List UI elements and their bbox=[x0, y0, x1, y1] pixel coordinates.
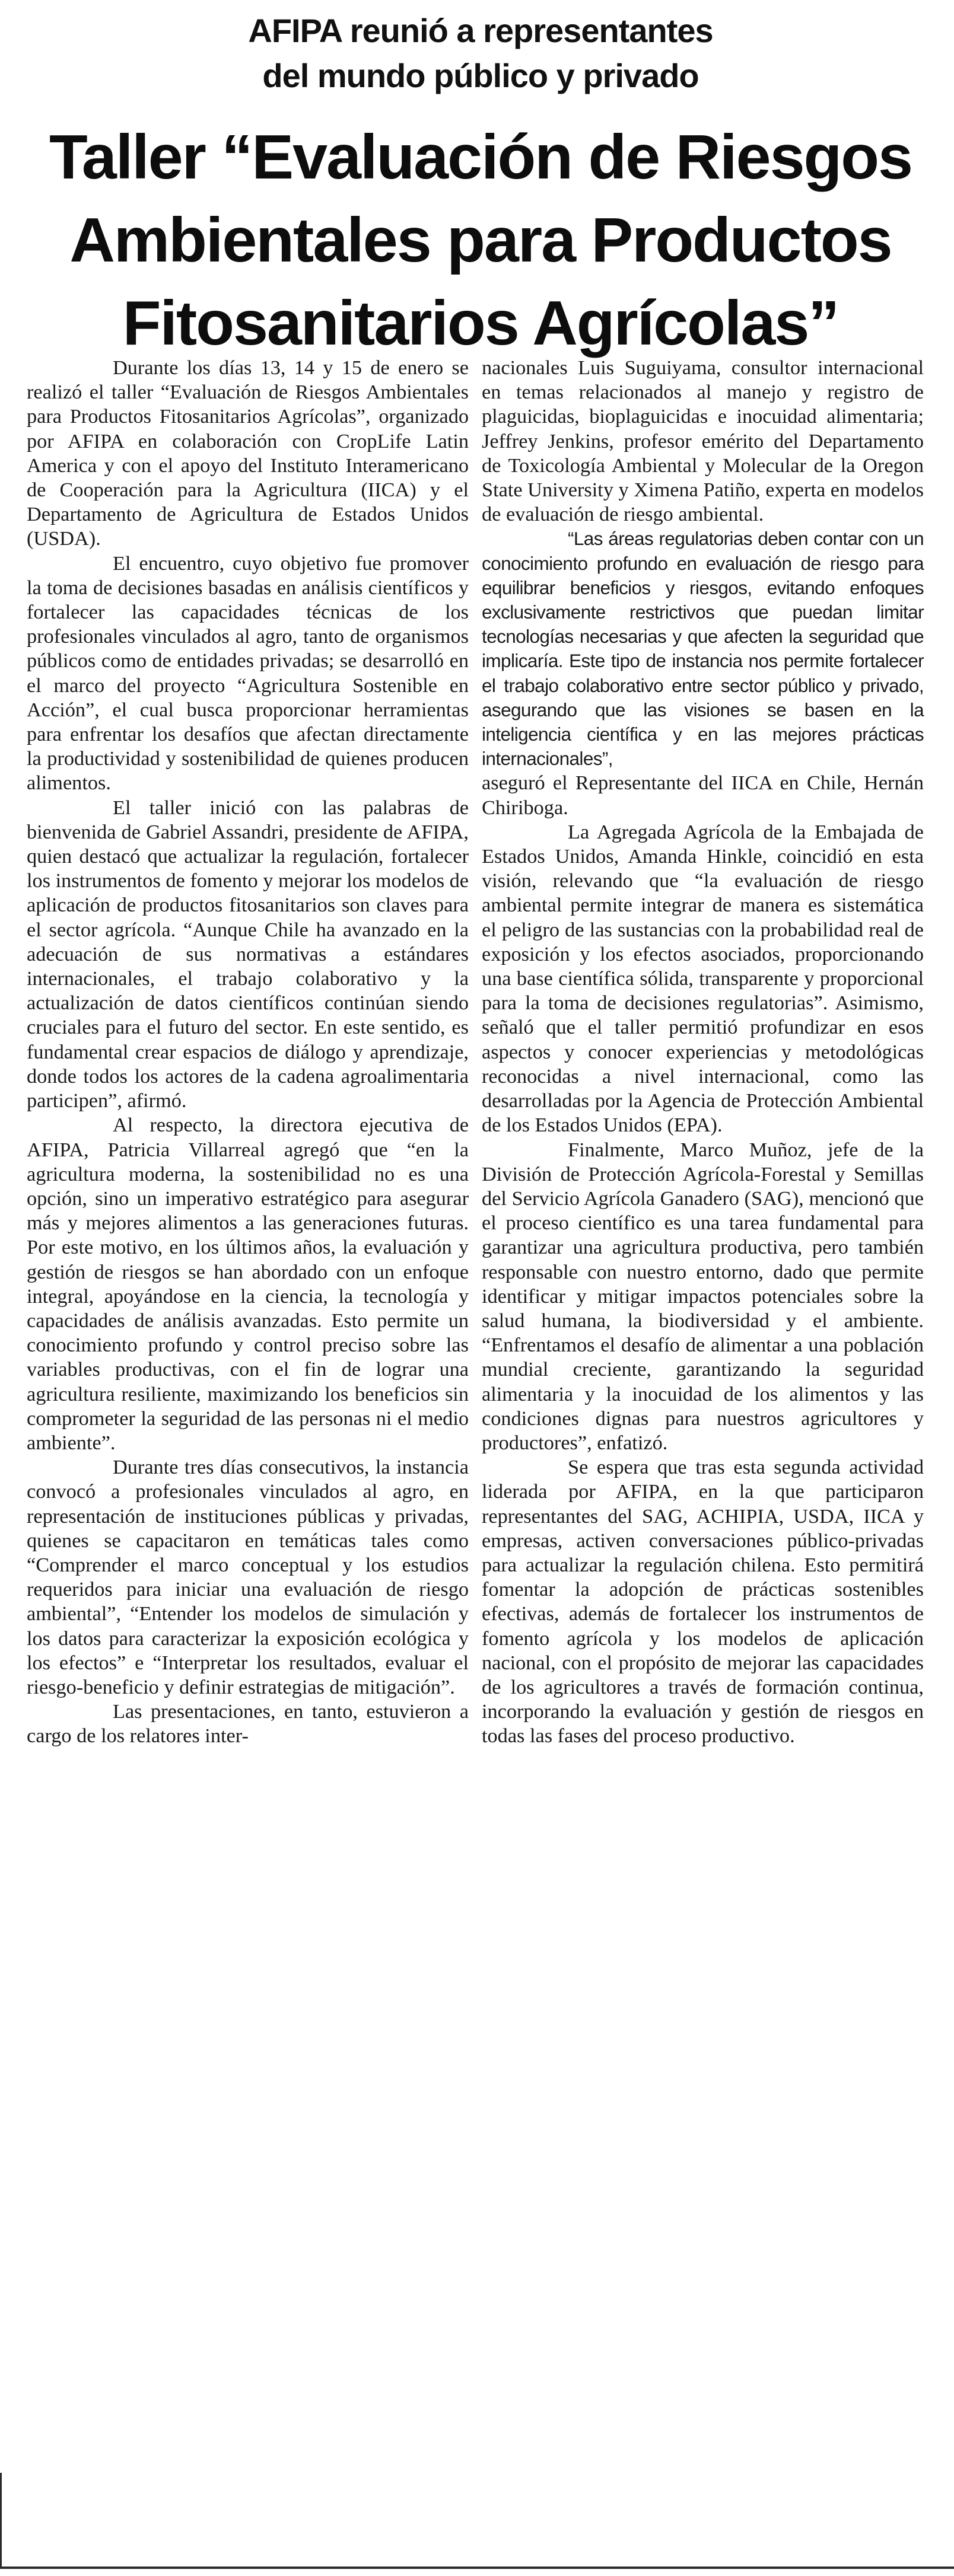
iica-quote: “Las áreas regulatorias deben contar con un conocimiento profundo en evaluación de riesgo para equilibrar beneficios y riesgos, evitando enfoques exclusivamente restrictivos que puedan limitar tecnologías necesarias y que afecten la seguridad que implicaría. Este tipo de instancia nos permite fortalecer el trabajo colaborativo entre sector público y privado, asegurando que las visiones se basen en la inteligencia científica y en las mejores prácticas internacionales”, bbox=[482, 528, 924, 770]
headline-line-1: Taller “Evaluación de Riesgos bbox=[49, 122, 912, 192]
paragraph-4: Al respecto, la directora ejecutiva de AFIPA, Patricia Villarreal agregó que “en la agricultura moderna, la sostenibilidad no es una opción, sino un imperativo estratégico para asegurar más y mejores alimentos a las generaciones futuras. Por este motivo, en los últimos años, la evaluación y gestión de riesgos se han abordado con un enfoque integral, apoyándose en la ciencia, la tecnología y capacidades de análisis avanzadas. Esto permite un conocimiento profundo y control preciso sobre las variables productivas, con el fin de lograr una agricultura resiliente, maximizando los beneficios sin comprometer la seguridad de las personas ni el medio ambiente”. bbox=[27, 1114, 469, 1454]
paragraph-9: Finalmente, Marco Muñoz, jefe de la División de Protección Agrícola-Forestal y Semillas del Servicio Agrícola Ganadero (SAG), mencionó que el proceso científico es una tarea fundamental para garantizar una agricultura productiva, pero también responsable con nuestro entorno, dado que permite identificar y mitigar impactos potenciales sobre la salud humana, la biodiversidad y el ambiente. “Enfrentamos el desafío de alimentar a una población mundial creciente, garantizando la seguridad alimentaria y la inocuidad de los alimentos y las condiciones dignas para nuestros agricultores y productores”, enfatizó. bbox=[482, 1138, 924, 1454]
paragraph-1: Durante los días 13, 14 y 15 de enero se realizó el taller “Evaluación de Riesgos Ambientales para Productos Fitosanitarios Agrícolas”, organizado por AFIPA en colaboración con CropLife Latin America y con el apoyo del Instituto Interamericano de Cooperación para la Agricultura (IICA) y el Departamento de Agricultura de Estados Unidos (USDA). bbox=[27, 356, 469, 550]
iica-quote-attribution: aseguró el Representante del IICA en Chile, Hernán Chiriboga. bbox=[482, 771, 924, 819]
bottom-border-rule bbox=[0, 2567, 954, 2569]
kicker-line-1: AFIPA reunió a representantes bbox=[248, 12, 713, 49]
paragraph-5: Durante tres días consecutivos, la instancia convocó a profesionales vinculados al agro, en representación de instituciones públicas y privadas, quienes se capacitaron en temáticas tales como “Comprender el marco conceptual y los estudios requeridos para iniciar una evaluación de riesgo ambiental”, “Entender los modelos de simulación y los datos para caracterizar la exposición ecológica y los efectos” e “Interpretar los resultados, evaluar el riesgo-beneficio y definir estrategias de mitigación”. bbox=[27, 1456, 469, 1698]
paragraph-10: Se espera que tras esta segunda actividad liderada por AFIPA, en la que participaron representantes del SAG, ACHIPIA, USDA, IICA y empresas, activen conversaciones público-privadas para actualizar la regulación chilena. Esto permitirá fomentar la adopción de prácticas sostenibles efectivas, además de fortalecer los instrumentos de fomento agrícola y los modelos de aplicación nacional, con el propósito de mejorar las capacidades de los agricultores a través de formación continua, incorporando la evaluación y gestión de riesgos en todas las fases del proceso productivo. bbox=[482, 1456, 924, 1748]
paragraph-3: El taller inició con las palabras de bienvenida de Gabriel Assandri, presidente de AFIPA, quien destacó que actualizar la regulación, fortalecer los instrumentos de fomento y mejorar los modelos de aplicación de productos fitosanitarios son claves para el sector agrícola. “Aunque Chile ha avanzado en la adecuación de sus normativas a estándares internacionales, el trabajo colaborativo y la actualización de datos científicos continúan siendo cruciales para el futuro del sector. En este sentido, es fundamental crear espacios de diálogo y aprendizaje, donde todos los actores de la cadena agroalimentaria participen”, afirmó. bbox=[27, 796, 469, 1112]
right-column bbox=[482, 356, 924, 1749]
headline-line-3: Fitosanitarios Agrícolas” bbox=[122, 288, 839, 358]
paragraph-6: Las presentaciones, en tanto, estuvieron a cargo de los relatores inter- bbox=[27, 1700, 469, 1748]
kicker-line-2: del mundo público y privado bbox=[262, 57, 699, 94]
paragraph-2: El encuentro, cuyo objetivo fue promover la toma de decisiones basadas en análisis científicos y fortalecer las capacidades técnicas de los profesionales vinculados al agro, tanto de organismos públicos como de entidades privadas; se desarrolló en el marco del proyecto “Agricultura Sostenible en Acción”, el cual busca proporcionar herramientas para enfrentar los desafíos que afectan directamente la productividad y sostenibilidad de quienes producen alimentos. bbox=[27, 551, 469, 795]
left-border-rule bbox=[0, 2473, 2, 2567]
paragraph-6-continued: nacionales Luis Suguiyama, consultor internacional en temas relacionados al manejo y registro de plaguicidas, bioplaguicidas e inocuidad alimentaria; Jeffrey Jenkins, profesor emérito del Departamento de Toxicología Ambiental y Molecular de la Oregon State University y Ximena Patiño, experta en modelos de evaluación de riesgo ambiental. bbox=[482, 356, 924, 526]
headline-line-2: Ambientales para Productos bbox=[69, 205, 892, 275]
paragraph-8: La Agregada Agrícola de la Embajada de Estados Unidos, Amanda Hinkle, coincidió en esta visión, relevando que “la evaluación de riesgo ambiental permite integrar de manera es sistemática el peligro de las sustancias con la probabilidad real de exposición y los efectos asociados, proporcionando una base científica sólida, transparente y proporcional para la toma de decisiones regulatorias”. Asimismo, señaló que el taller permitió profundizar en esos aspectos y conocer experiencias y metodológicas reconocidas a nivel internacional, como las desarrolladas por la Agencia de Protección Ambiental de los Estados Unidos (EPA). bbox=[482, 820, 924, 1137]
left-column bbox=[27, 356, 469, 1749]
